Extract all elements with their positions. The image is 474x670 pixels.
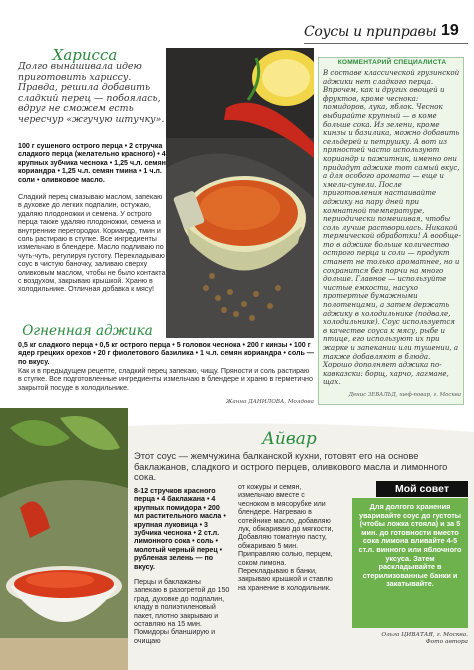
ajvar-method-part2: от кожуры и семян, измельчаю вместе с чесноком в мясорубке или блендере. Нагреваю в сотейнике масло, добавляю лук, обжариваю до мягкости, Добавляю томатную пасту, обжариваю 5 мин. Приправляю солью, перцем, соком лимона. Перекладываю в банки, закрываю крышкой и ставлю на хранение в холодильник. (238, 483, 334, 592)
expert-signature: Денис ЗЕВАЛЬД, шеф-повар, г. Москва (348, 392, 461, 398)
harissa-intro: Долго вынашивала идею приготовить хариссу. Правда, решила добавить сладкий перец — побоялась, вдруг не сможем есть чересчур «жгучую штучку». (18, 61, 165, 125)
ajvar-author: Ольга ЦИВАТАЯ, г. Москва. (381, 632, 468, 638)
ajvar-intro: Этот соус — жемчужина балканской кухни, готовят его на основе баклажанов, сладкого и острого перцев, оливкового масла и лимонного сока. (134, 450, 448, 483)
adzhika-method: Как и в предыдущем рецепте, сладкий перец запекаю, чищу. Пряности и соль растираю в ступке. Все подготовленные ингредиенты измельчаю в блендере и храню в герметично закрытой посуде в холодильнике. (18, 367, 313, 392)
photo-credit: Фото автора (425, 639, 468, 646)
section-title: Соусы и приправы (304, 24, 437, 40)
harissa-ingredients: 100 г сушеного острого перца • 2 стручка сладкого перца (желательно красного) • 4 крупных зубчика чеснока • 1,25 ч.л. семян кориандра • 1,25 ч.л. семян тмина • 1 ч.л. соли • оливковое масло. (18, 142, 166, 184)
harissa-method: Сладкий перец смазываю маслом, запекаю в духовке до легких подпалин, остужаю, удаляю плодоножки и семена. У острого перца также удаляю плодоножки, семена и внутренние перегородки. Кориандр, тмин и соль растираю в ступке. Все ингредиенты измельчаю в блендере. Масло подливаю по чуть-чуть, регулируя густоту. Перекладываю соус в чистую баночку, заливаю сверху оливковым маслом, чтобы не было контакта с воздухом, закрываю крышкой. Храню в холодильнике. Отличная добавка к мясу! (18, 193, 166, 294)
header-divider (304, 43, 468, 44)
adzhika-ingredients: 0,5 кг сладкого перца • 0,5 кг острого перца • 5 головок чеснока • 200 г кинзы • 100 г ядер грецких орехов • 20 г фиолетового базилика • 1 ч.л. семян кориандра • соль — по вкусу. (18, 341, 314, 366)
harissa-bowl-photo (166, 48, 314, 338)
page-number: 19 (441, 22, 459, 39)
harissa-title: Хариссa (52, 46, 118, 64)
ajvar-ingredients: 8-12 стручков красного перца • 4 баклажана • 4 крупных помидора • 200 мл растительного масла • крупная луковица • 3 зубчика чеснока • 2 ст.л. лимонного сока • соль • молотый черный перец • рубленая зелень — по вкусу. (134, 487, 226, 571)
ajvar-title: Айвар (262, 429, 317, 449)
ajvar-method-part1: Перцы и баклажаны запекаю в разогретой до 150 град. духовке до подпалин, кладу в полиэтиленовый пакет, плотно закрываю и оставляю на 15 мин. Помидоры бланширую и очищаю (134, 578, 230, 645)
advice-heading: Мой совет (376, 481, 468, 497)
advice-text: Для долгого хранения уваривайте соус до густоты (чтобы ложка стояла) и за 5 мин. до готовности вместо сока лимона вливайте 4-5 ст.л. винного или яблочного уксуса. Затем раскладывайте в стерилизованные банки и закатывайте. (358, 502, 462, 589)
ajvar-signature (300, 632, 468, 647)
ajvar-bowl-photo (0, 408, 128, 670)
expert-comment-heading: КОММЕНТАРИЙ СПЕЦИАЛИСТА (337, 59, 447, 66)
expert-comment-text: В составе классической грузинской аджики нет сладкого перца. Впрочем, как и других овощей и фруктов, кроме чеснока: помидоров, лука, яблок. Чеснок выбирайте крупный — в коме больше сока. Из зелени, кроме кинзы и базилика, можно добавить сельдерей и петрушку. А вот из пряностей часто используют кориандр и пажитник, именно они придадут аджике тот самый вкус, а для особого аромата — еще и хмели-сунели. После приготовления настаивайте аджику на пару дней при комнатной температуре, периодически помешивая, чтобы соль лучше растворилась. Никакой термической обработки! А вообще-то в аджике больше количество острого перца и соли — продукт станет не только ароматнее, но и сохранится без порчи на много дольше. Главное — используйте чистые емкости, насухо протертые бумажными полотенцами, а затем держать аджику в холодильнике (подвале, холодильнике). Соус используется в качестве соуса к мясу, рыбе и птице, его используют их при жарке и запекании или тушении, а также добавляют в блюда. Хорошо дополняет аджика по-кавказски: борщ, харчо, лагмане, щах. (323, 68, 461, 387)
adzhika-signature: Жанна ДАНИЛОВА, Молдова (226, 399, 314, 405)
adzhika-title: Огненная аджика (22, 323, 153, 339)
